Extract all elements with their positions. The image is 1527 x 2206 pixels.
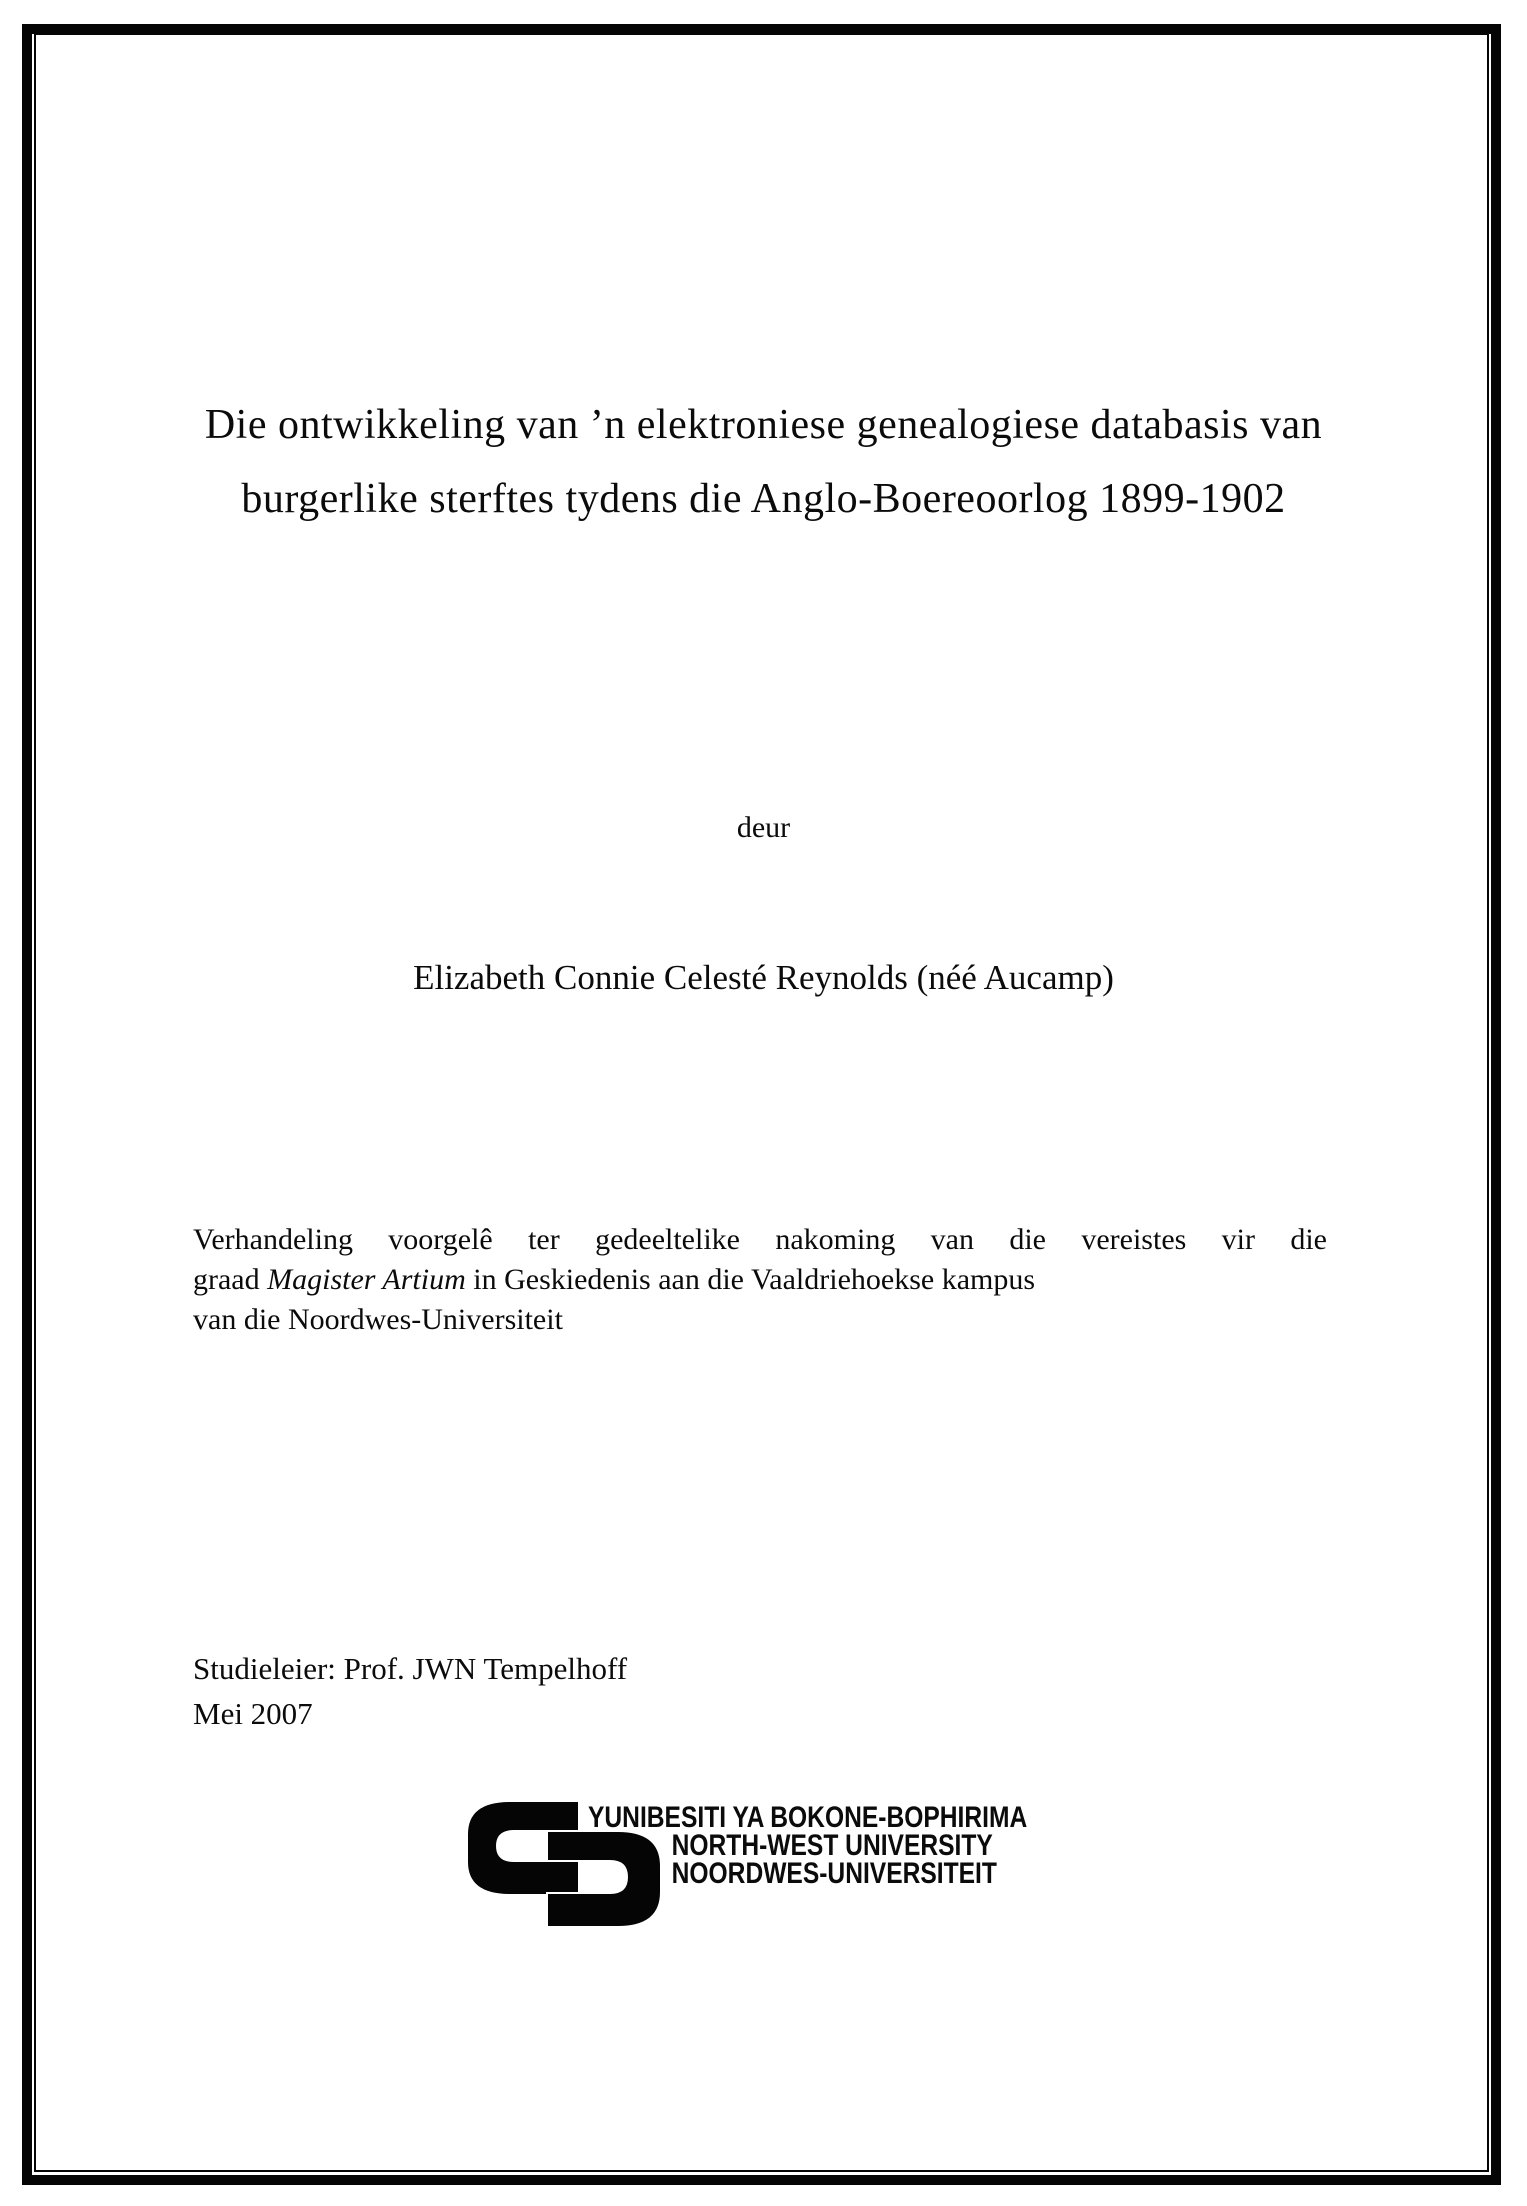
thesis-title [0, 388, 1527, 536]
thesis-statement [193, 1220, 1327, 1340]
byline: deur [736, 811, 791, 844]
university-logo-text [588, 1801, 1028, 1890]
supervisor-line: Studieleier: Prof. JWN Tempelhoff [193, 1651, 628, 1686]
university-name-afrikaans: NOORDWES-UNIVERSITEIT [671, 1857, 997, 1890]
degree-name-italic: Magister Artium [267, 1263, 466, 1296]
thesis-title-line-2: burgerlike sterftes tydens die Anglo-Boereoorlog 1899-1902 [241, 476, 1286, 522]
university-name-english: NORTH-WEST UNIVERSITY [671, 1829, 993, 1862]
thesis-statement-line-1: Verhandeling voorgelê ter gedeeltelike nakoming van die vereistes vir die [193, 1223, 1327, 1256]
university-logo [468, 1802, 1168, 1942]
thesis-statement-line-3: van die Noordwes-Universiteit [193, 1303, 563, 1336]
supervisor-block [193, 1646, 627, 1736]
thesis-title-line-1: Die ontwikkeling van ’n elektroniese genealogiese databasis van [204, 402, 1323, 448]
statement-line2-suffix: in Geskiedenis aan die Vaaldriehoekse kampus [465, 1263, 1036, 1296]
author-name: Elizabeth Connie Celesté Reynolds (néé Aucamp) [413, 958, 1114, 997]
statement-line2-prefix: graad [193, 1263, 268, 1296]
thesis-statement-line-2 [193, 1260, 1327, 1300]
university-name-setswana: YUNIBESITI YA BOKONE-BOPHIRIMA [588, 1801, 1028, 1834]
date-line: Mei 2007 [193, 1696, 313, 1731]
